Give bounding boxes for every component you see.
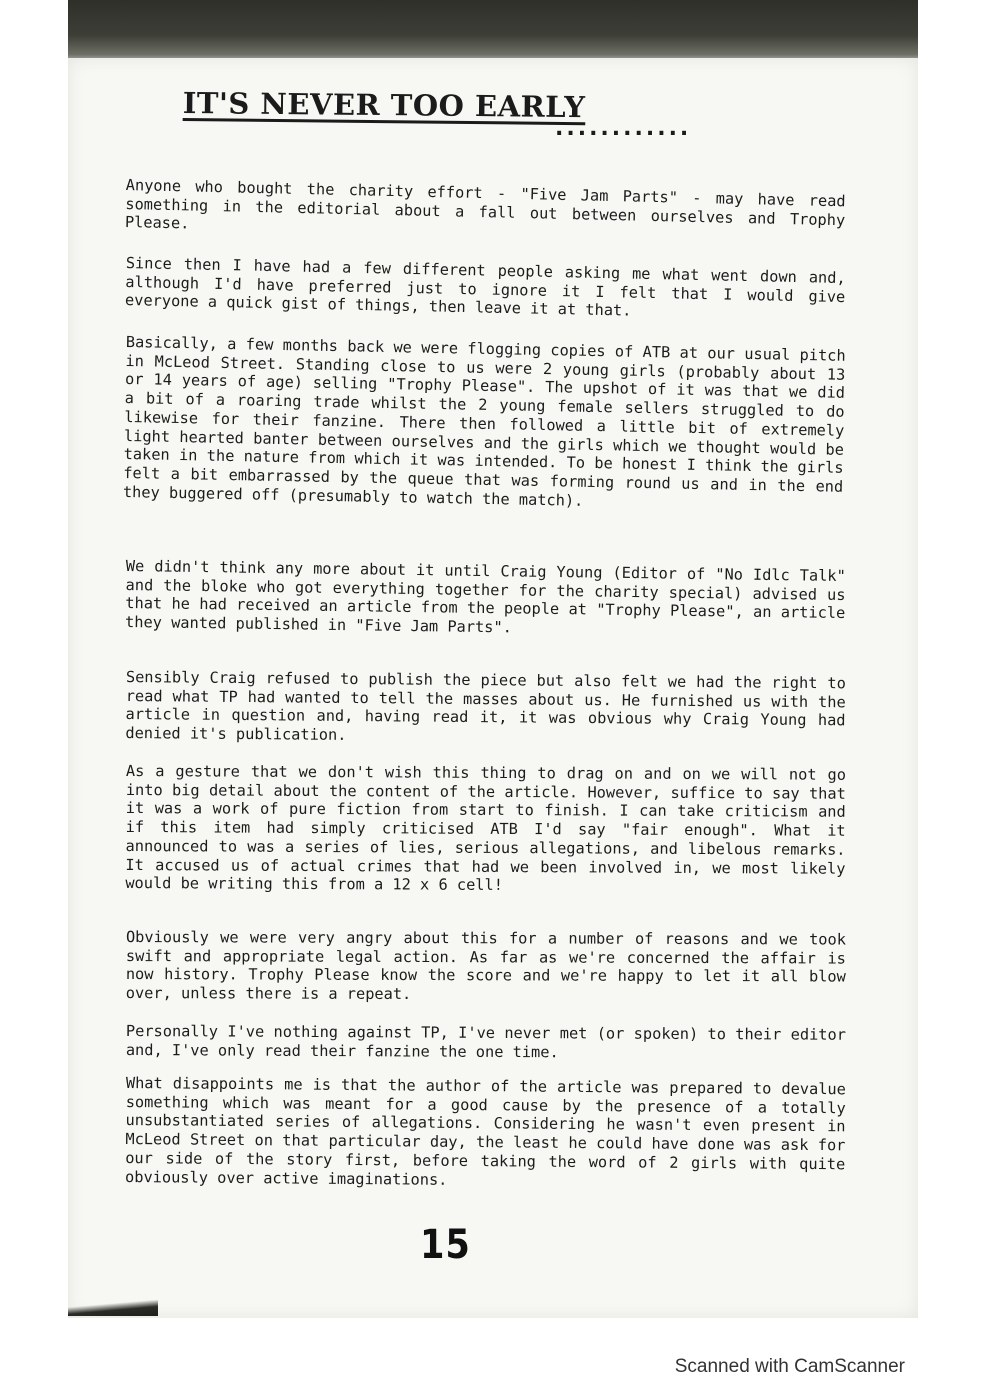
paragraph-obviously: Obviously we were very angry about this for a number of reasons and we took swift and appropriate legal action. As far as we're concerned the affair is now history. Trophy Please know the score and we're happy to let it all blow over, unless there is a repeat. [125, 928, 846, 1004]
paragraph-since: Since then I have had a few different people asking me what went down and, although I'd have preferred just to ignore it I felt that I would give everyone a quick gist of things, then leave it at that. [124, 254, 846, 321]
paragraph-gesture: As a gesture that we don't wish this thing to drag on and on we will not go into big detail about the content of the article. However, suffice to say that it was a work of pure fiction from start to finish. I can take criticism and if this item had simply criticised ATB I'd say "fair enough". What it announced to was a series of lies, serious allegations, and libelous remarks. It accused us of actual crimes that had we been involved in, we most likely would be writing this from a 12 x 6 cell! [125, 762, 846, 895]
title-trailing-dots: ............ [555, 116, 692, 141]
page-number: 15 [420, 1222, 471, 1268]
paragraph-disappoints: What disappoints me is that the author of the article was prepared to devalue something which was meant for a good cause by the presence of a totally unsubstantiated series of allegations. Considering he wasn't even present in McLeod Street on that particular day, the least he could have done was ask for our side of the story first, before taking the word of 2 girls with quite obviously over active imaginations. [125, 1074, 846, 1189]
paragraph-intro: Anyone who bought the charity effort - "Five Jam Parts" - may have read something in the editorial about a fall out between ourselves and Trophy Please. [124, 176, 846, 233]
scan-edge-shadow [68, 0, 918, 64]
scanner-watermark: Scanned with CamScanner [674, 1356, 905, 1377]
article-title: IT'S NEVER TOO EARLY [182, 86, 586, 125]
paragraph-craig-young: We didn't think any more about it until Craig Young (Editor of "No Idlc Talk" and the bloke who got everything together for the charity special) advised us that he had received an article from the people at "Trophy Please", an article they wanted published in "Five Jam Parts". [124, 557, 846, 637]
paragraph-basically: Basically, a few months back we were flogging copies of ATB at our usual pitch in McLeod Street. Standing close to us were 2 young girls (probably about 13 or 14 years of age) selling "Trophy Please". The upshot of it was that we did a bit of a roaring trade whilst the 2 young female sellers struggled to do likewise for their fanzine. There then followed a little bit of extremely light hearted banter between ourselves and the girls which we thought would be taken in the nature from which it was intended. To be honest I think the girls felt a bit embarrassed by the queue that was forming round us and in the end they buggered off (presumably to watch the match). [122, 333, 846, 510]
paragraph-sensibly: Sensibly Craig refused to publish the piece but also felt we had the right to read what TP had wanted to tell the masses about us. He furnished us with the article in question and, having read it, it was obvious why Craig Young had denied it's publication. [125, 668, 846, 745]
article-header [182, 86, 783, 141]
scan-corner-shadow [68, 1300, 158, 1316]
paragraph-personally: Personally I've nothing against TP, I've never met (or spoken) to their editor and, I've only read their fanzine the one time. [125, 1022, 846, 1061]
